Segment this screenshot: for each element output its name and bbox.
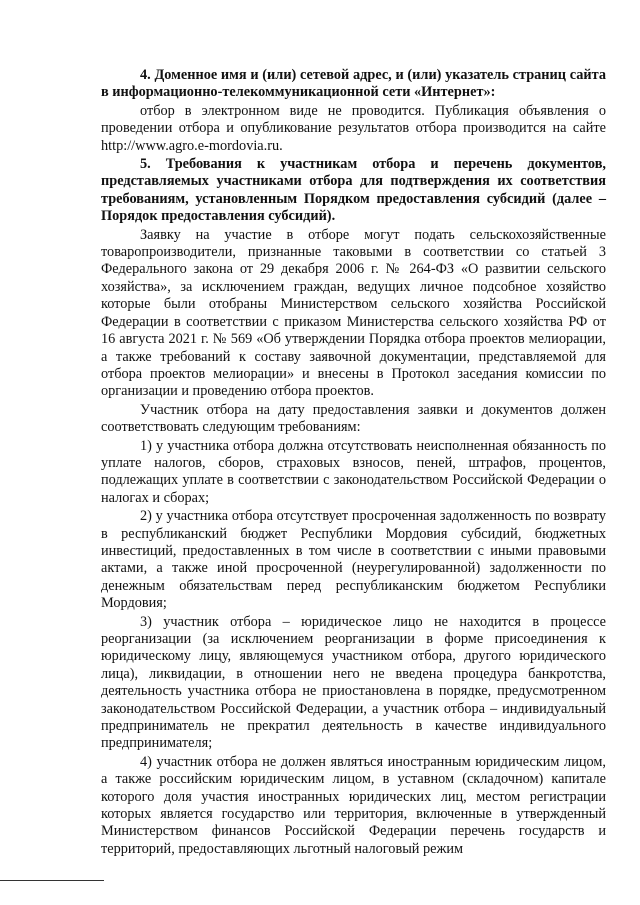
- footer-rule: [0, 880, 104, 881]
- requirements-intro: Участник отбора на дату предоставления заявки и документов должен соответствовать следующим требованиям:: [101, 401, 606, 436]
- requirement-item-2: 2) у участника отбора отсутствует просроченная задолженность по возврату в республиканский бюджет Республики Мордовия субсидий, бюджетных инвестиций, предоставленных в том числе в соответствии с иными правовыми актами, а также иной просроченной (неурегулированной) задолженности по денежным обязательствам перед республиканским бюджетом Республики Мордовия;: [101, 508, 606, 612]
- requirement-item-4: 4) участник отбора не должен являться иностранным юридическим лицом, а также российским юридическим лицом, в уставном (складочном) капитале которого доля участия иностранных юридических лиц, местом регистрации которых является государство или территория, включенные в утвержденный Министерством финансов Российской Федерации перечень государств и территорий, предоставляющих льготный налоговый режим: [101, 753, 606, 857]
- document-body: [101, 67, 606, 858]
- section-5-paragraph: Заявку на участие в отборе могут подать сельскохозяйственные товаропроизводители, признанные таковыми в соответствии со статьей 3 Федерального закона от 29 декабря 2006 г. № 264-ФЗ «О развитии сельского хозяйства», за исключением граждан, ведущих личное подсобное хозяйство которые были отобраны Министерством сельского хозяйства Российской Федерации в соответствии с приказом Министерства сельского хозяйства РФ от 16 августа 2021 г. № 569 «Об утверждении Порядка отбора проектов мелиорации, а также требований к составу заявочной документации, представляемой для отбора проектов мелиорации» и внесены в Протокол заседания комиссии по организации и проведению отбора проектов.: [101, 226, 606, 400]
- section-4-heading: 4. Доменное имя и (или) сетевой адрес, и (или) указатель страниц сайта в информационно-телекоммуникационной сети «Интернет»:: [101, 67, 606, 101]
- section-5-heading: 5. Требования к участникам отбора и перечень документов, представляемых участниками отбора для подтверждения их соответствия требованиям, установленным Порядком предоставления субсидий (далее – Порядок предоставления субсидий).: [101, 156, 606, 225]
- section-4-text: отбор в электронном виде не проводится. Публикация объявления о проведении отбора и опубликование результатов отбора производится на сайте http://www.agro.e-mordovia.ru.: [101, 102, 606, 154]
- requirement-item-3: 3) участник отбора – юридическое лицо не находится в процессе реорганизации (за исключением реорганизации в форме присоединения к юридическому лицу, являющемуся участником отбора, другого юридического лица), ликвидации, в отношении него не введена процедура банкротства, деятельность участника отбора не приостановлена в порядке, предусмотренном законодательством Российской Федерации, а участник отбора – индивидуальный предприниматель не прекратил деятельность в качестве индивидуального предпринимателя;: [101, 613, 606, 752]
- requirement-item-1: 1) у участника отбора должна отсутствовать неисполненная обязанность по уплате налогов, сборов, страховых взносов, пеней, штрафов, процентов, подлежащих уплате в соответствии с законодательством Российской Федерации о налогах и сборах;: [101, 437, 606, 506]
